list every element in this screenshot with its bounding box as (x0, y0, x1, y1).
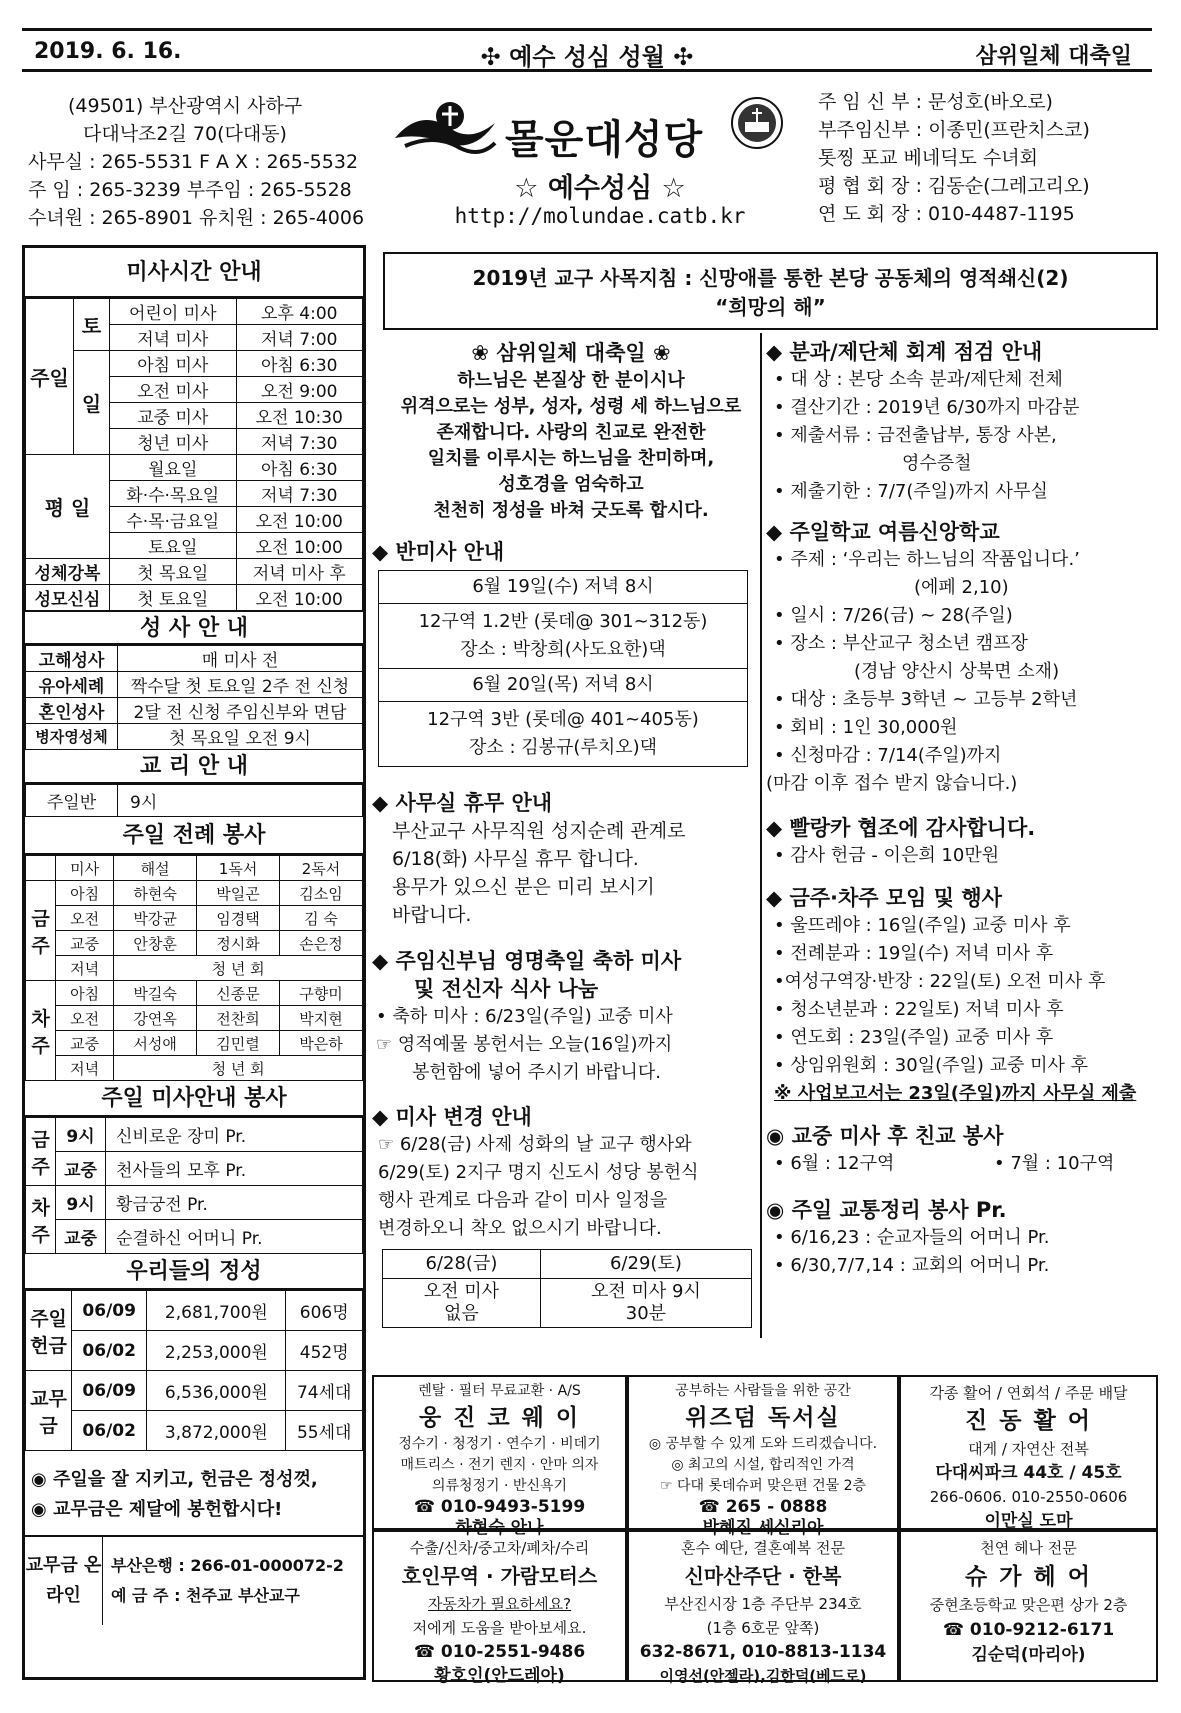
phone-line: 수녀원 : 265-8901 유치원 : 265-4006 (28, 207, 365, 229)
offering-note: ◉ 주일을 잘 지키고, 헌금은 정성껏, (31, 1469, 318, 1490)
guide-group: 신비로운 장미 Pr. (106, 1118, 363, 1152)
ad-line: 266-0606. 010-2550-0606 (929, 1488, 1128, 1506)
liturgy-cell: 강연옥 (114, 1006, 197, 1031)
liturgy-corner (26, 856, 56, 881)
feastday-body (372, 1003, 770, 1087)
school-line: • 주제 : ‘우리는 하느님의 작품입니다.’ (774, 549, 1080, 570)
change-line: ☞ 6/28(금) 사제 성화의 날 교구 행사와 (378, 1134, 692, 1155)
liturgy-cell: 손은정 (280, 931, 363, 956)
sacrament-name: 유아세례 (26, 672, 118, 698)
ad-name: 진 동 활 어 (965, 1408, 1092, 1434)
ad-tagline: 공부하는 사람들을 위한 공간 (675, 1383, 851, 1399)
right-column (766, 338, 1158, 1280)
mass-time: 저녁 7:30 (236, 429, 363, 455)
sacrament-table (25, 645, 363, 750)
liturgy-cell: 오전 (56, 906, 114, 931)
school-line: (마감 이후 접수 받지 않습니다.) (766, 773, 1018, 794)
sacrament-info: 첫 목요일 오전 9시 (118, 724, 363, 750)
summer-school-body (766, 546, 1158, 798)
ad-line: ◎ 최고의 시설, 합리적인 가격 (671, 1457, 855, 1473)
mass-time: 저녁 7:30 (236, 481, 363, 507)
parish-emblem-icon (390, 98, 500, 158)
parish-url-link[interactable]: http://molundae.catb.kr (454, 204, 746, 228)
office-line: 바랍니다. (392, 904, 472, 926)
mass-change-table (382, 1249, 752, 1328)
month-theme: ✣ 예수 성심 성월 ✣ (480, 43, 694, 71)
sunday-day-label: 일 (74, 351, 110, 455)
next-week-label: 차주 (26, 981, 56, 1081)
change-line: 행사 관계로 다음과 같이 미사 일정을 (378, 1190, 668, 1211)
account-holder: 예 금 주 : 천주교 부산교구 (111, 1586, 300, 1605)
bank-account: 부산은행 : 266-01-000072-2 (111, 1556, 344, 1575)
ad-line: 632-8671, 010-8813-1134 (639, 1642, 887, 1662)
sunday-label: 주일 (26, 299, 74, 455)
ad-tagline: 천연 헤나 전문 (980, 1539, 1077, 1557)
ad-phone: ☎ 010-9212-6171 (942, 1620, 1115, 1640)
mass-times-table (25, 298, 363, 611)
ad-owner: 하현숙 안나 (455, 1518, 544, 1538)
liturgy-cell: 박일곤 (197, 881, 280, 906)
office-closed-title: ◆ 사무실 휴무 안내 (372, 791, 553, 815)
school-line: • 신청마감 : 7/14(주일)까지 (774, 745, 1002, 766)
guide-mass: 9시 (56, 1118, 106, 1152)
offering-date: 06/02 (72, 1331, 147, 1371)
meetings-body (766, 912, 1158, 1108)
audit-line: • 대 상 : 본당 소속 분과/제단체 전체 (774, 369, 1063, 390)
mass-extra-label: 성체강복 (26, 559, 110, 585)
mass-time: 오전 10:00 (236, 507, 363, 533)
ad-line: 자동차가 필요하세요? (427, 1595, 572, 1613)
liturgy-cell: 김소임 (280, 881, 363, 906)
ad-line: (1층 6호문 앞쪽) (706, 1619, 820, 1637)
parish-due-label: 교무금 (26, 1371, 72, 1451)
ad-line: 의류청정기 · 반신욕기 (431, 1478, 568, 1494)
ad-line: 다대씨파크 44호 / 45호 (935, 1463, 1122, 1483)
school-line: (에페 2,10) (914, 577, 1009, 598)
offering-date: 06/09 (72, 1291, 147, 1331)
traffic-title: ◉ 주일 교통정리 봉사 Pr. (766, 1198, 1007, 1222)
parish-logo-block (400, 88, 800, 238)
ad-line: ☞ 다대 롯데슈퍼 맞은편 건물 2층 (660, 1478, 866, 1494)
mass-times-title: 미사시간 안내 (25, 248, 363, 298)
mass-change-title: ◆ 미사 변경 안내 (372, 1105, 532, 1129)
banmisa-area: 12구역 3반 (롯데@ 401~405동) (427, 709, 699, 730)
church-seal-icon (730, 96, 785, 151)
ad-name: 슈 가 헤 어 (965, 1564, 1092, 1590)
banmisa-place: 장소 : 박창희(사도요한)댁 (460, 639, 666, 660)
ad-owner: 황호인(안드레아) (434, 1666, 565, 1686)
ad-owner: 이영선(안젤라),김한덕(베드로) (659, 1667, 867, 1685)
mass-name: 교중 미사 (110, 403, 237, 429)
mass-change-body (372, 1131, 770, 1243)
liturgy-cell: 박길숙 (114, 981, 197, 1006)
bank-info (103, 1551, 344, 1611)
youth-group-cell: 청 년 회 (114, 1056, 363, 1081)
banmisa-box (378, 570, 748, 767)
sacrament-name: 고해성사 (26, 646, 118, 672)
guide-mass: 9시 (56, 1186, 106, 1220)
guide-mass: 교중 (56, 1152, 106, 1186)
ad-fish (899, 1375, 1158, 1530)
sacrament-title: 성 사 안 내 (25, 611, 363, 645)
guide-group: 순결하신 어머니 Pr. (106, 1220, 363, 1254)
offering-amount: 2,253,000원 (147, 1331, 286, 1371)
liturgy-cell: 저녁 (56, 956, 114, 981)
liturgy-cell: 저녁 (56, 1056, 114, 1081)
trinity-line: 천천히 정성을 바쳐 긋도록 합시다. (433, 500, 709, 521)
mass-time: 오전 10:00 (236, 533, 363, 559)
thanks-line: • 감사 헌금 - 이은희 10만원 (774, 845, 1000, 866)
doctrine-table (25, 784, 363, 817)
phone-line: 주 임 : 265-3239 부주임 : 265-5528 (28, 179, 352, 201)
audit-line: 영수증철 (902, 453, 972, 474)
trinity-line: 일치를 이루시는 하느님을 찬미하며, (427, 448, 715, 469)
pastoral-banner (383, 252, 1158, 330)
office-line: 6/18(화) 사무실 휴무 합니다. (392, 848, 639, 870)
doctrine-time: 9시 (118, 785, 363, 817)
staff-line: 주 임 신 부 : 문성호(바오로) (818, 91, 1053, 113)
offering-amount: 3,872,000원 (147, 1411, 286, 1451)
offering-count: 452명 (286, 1331, 363, 1371)
guide-group: 황금궁전 Pr. (106, 1186, 363, 1220)
liturgy-cell: 교중 (56, 1031, 114, 1056)
liturgy-head: 1독서 (197, 856, 280, 881)
feastday-line: ☞ 영적예물 봉헌서는 오늘(16일)까지 (376, 1034, 673, 1055)
ad-tagline: 각종 활어 / 연회석 / 주문 배달 (929, 1384, 1128, 1402)
fellowship-line: • 6월 : 12구역 (774, 1153, 895, 1174)
mass-time: 오전 10:30 (236, 403, 363, 429)
this-week-label: 금주 (26, 881, 56, 981)
phone-line: 사무실 : 265-5531 F A X : 265-5532 (28, 151, 359, 173)
meeting-line: • 연도회 : 23일(주일) 교중 미사 후 (774, 1027, 1054, 1048)
this-week-label: 금주 (26, 1118, 56, 1186)
mass-name: 청년 미사 (110, 429, 237, 455)
mass-name: 오전 미사 (110, 377, 237, 403)
liturgy-cell: 임경택 (197, 906, 280, 931)
liturgy-title: 주일 전례 봉사 (25, 817, 363, 855)
trinity-line: 하느님은 본질상 한 분이시나 (457, 370, 685, 391)
banmisa-date: 6월 20일(목) 저녁 8시 (379, 669, 747, 702)
audit-line: • 제출기한 : 7/7(주일)까지 사무실 (774, 481, 1048, 502)
fellowship-title: ◉ 교중 미사 후 친교 봉사 (766, 1124, 1004, 1148)
middle-column (372, 340, 770, 1328)
youth-group-cell: 청 년 회 (114, 956, 363, 981)
online-offering (25, 1537, 363, 1625)
banmisa-area: 12구역 1.2반 (롯데@ 301~312동) (418, 611, 708, 632)
ad-owner: 김순덕(마리아) (971, 1645, 1086, 1665)
banmisa-group (379, 702, 747, 766)
staff-line: 톳찡 포교 베네딕도 수녀회 (818, 147, 1039, 169)
address-line: 다대낙조2길 70(다대동) (83, 123, 287, 145)
left-column (22, 245, 366, 1680)
liturgy-cell: 안창훈 (114, 931, 197, 956)
staff-line: 연 도 회 장 : 010-4487-1195 (818, 203, 1075, 225)
mass-name: 어린이 미사 (110, 299, 237, 325)
offering-table (25, 1290, 363, 1451)
ad-name: 웅 진 코 웨 이 (418, 1405, 581, 1431)
mass-extra-label: 성모신심 (26, 585, 110, 611)
liturgy-table (25, 855, 363, 1081)
doctrine-title: 교 리 안 내 (25, 750, 363, 784)
fellowship-line: • 7월 : 10구역 (994, 1153, 1115, 1174)
sacrament-info: 매 미사 전 (118, 646, 363, 672)
liturgy-cell: 박지현 (280, 1006, 363, 1031)
mass-time: 저녁 미사 후 (236, 559, 363, 585)
offering-note: ◉ 교무금은 제달에 봉헌합시다! (31, 1499, 283, 1520)
audit-line: • 결산기간 : 2019년 6/30까지 마감분 (774, 397, 1080, 418)
top-bar (22, 28, 1152, 72)
office-line: 용무가 있으신 분은 미리 보시기 (392, 876, 655, 898)
trinity-line: 위격으로는 성부, 성자, 성령 세 하느님으로 (400, 396, 742, 417)
staff-line: 부주임신부 : 이종민(프란치스코) (818, 119, 1090, 141)
sunday-offering-label: 주일헌금 (26, 1291, 72, 1371)
office-line: 부산교구 사무직원 성지순례 관계로 (392, 820, 686, 842)
school-line: • 대상 : 초등부 3학년 ~ 고등부 2학년 (774, 689, 1078, 710)
offering-count: 606명 (286, 1291, 363, 1331)
liturgy-cell: 아침 (56, 881, 114, 906)
ad-phone: ☎ 010-2551-9486 (413, 1642, 586, 1662)
mass-name: 토요일 (110, 533, 237, 559)
liturgy-cell: 박강균 (114, 906, 197, 931)
feastday-line: • 축하 미사 : 6/23일(주일) 교중 미사 (376, 1006, 673, 1027)
school-line: • 장소 : 부산교구 청소년 캠프장 (774, 633, 1028, 654)
next-week-label: 차주 (26, 1186, 56, 1254)
liturgy-head: 미사 (56, 856, 114, 881)
mass-name: 첫 토요일 (110, 585, 237, 611)
offering-amount: 6,536,000원 (147, 1371, 286, 1411)
ad-name: 호인무역 · 가람모터스 (401, 1564, 598, 1588)
liturgy-cell: 김 숙 (280, 906, 363, 931)
offering-count: 55세대 (286, 1411, 363, 1451)
liturgy-cell: 교중 (56, 931, 114, 956)
liturgy-cell: 김민렬 (197, 1031, 280, 1056)
banner-motto: “희망의 해” (715, 295, 826, 319)
traffic-body (766, 1224, 1158, 1280)
doctrine-label: 주일반 (26, 785, 118, 817)
ad-coway (372, 1375, 627, 1538)
mass-name: 수·목·금요일 (110, 507, 237, 533)
banner-line: 2019년 교구 사목지침 : 신망애를 통한 본당 공동체의 영적쇄신(2) (472, 266, 1069, 290)
mass-name: 아침 미사 (110, 351, 237, 377)
liturgy-cell: 전찬희 (197, 1006, 280, 1031)
mass-time: 오전 9:00 (236, 377, 363, 403)
ad-owner: 이만실 도마 (984, 1511, 1073, 1531)
liturgy-cell: 박은하 (280, 1031, 363, 1056)
offering-amount: 2,681,700원 (147, 1291, 286, 1331)
feastday-subtitle: 및 전신자 식사 나눔 (414, 977, 599, 1001)
ad-hair (899, 1530, 1158, 1682)
banmisa-group (379, 604, 747, 669)
trinity-title: ❀ 삼위일체 대축일 ❀ (471, 341, 671, 365)
ad-line: 매트리스 · 전기 렌지 · 안마 의자 (400, 1457, 599, 1473)
ad-tagline: 혼수 예단, 결혼예복 전문 (681, 1539, 845, 1557)
mass-name: 저녁 미사 (110, 325, 237, 351)
meeting-line: • 상임위원회 : 30일(주일) 교중 미사 후 (774, 1055, 1089, 1076)
staff-block (818, 88, 1158, 228)
mass-time: 아침 6:30 (236, 351, 363, 377)
school-line: (경남 양산시 상북면 소재) (854, 661, 1060, 682)
banmisa-title: ◆ 반미사 안내 (372, 540, 505, 564)
ad-phone: ☎ 265 - 0888 (698, 1497, 828, 1517)
banmisa-place: 장소 : 김봉규(루치오)댁 (468, 737, 658, 758)
change-line: 6/29(토) 2지구 명지 신도시 성당 봉헌식 (378, 1162, 699, 1183)
sacrament-name: 혼인성사 (26, 698, 118, 724)
feastday-title: ◆ 주임신부님 영명축일 축하 미사 (372, 949, 682, 973)
fellowship-body (766, 1150, 1158, 1178)
sacrament-info: 2달 전 신청 주임신부와 면담 (118, 698, 363, 724)
ad-motors (372, 1530, 627, 1686)
ad-wisdom (627, 1375, 899, 1538)
meeting-note: ※ 사업보고서는 23일(주일)까지 사무실 제출 (774, 1083, 1137, 1104)
traffic-line: • 6/16,23 : 순교자들의 어머니 Pr. (774, 1227, 1050, 1248)
ad-name: 신마산주단 · 한복 (684, 1564, 842, 1588)
parish-name: 몰운대성당 (505, 117, 704, 163)
liturgy-cell: 오전 (56, 1006, 114, 1031)
address-line: (49501) 부산광역시 사하구 (68, 95, 303, 117)
ad-line: 저에게 도움을 받아보세요. (412, 1619, 587, 1637)
mass-name: 첫 목요일 (110, 559, 237, 585)
ad-tagline: 수출/신차/중고차/폐차/수리 (409, 1539, 590, 1557)
issue-date: 2019. 6. 16. (34, 39, 182, 64)
mass-time: 오후 4:00 (236, 299, 363, 325)
saturday-label: 토 (74, 299, 110, 351)
liturgy-head: 해설 (114, 856, 197, 881)
meetings-title: ◆ 금주·차주 모임 및 행사 (766, 886, 1002, 910)
mass-name: 화·수·목요일 (110, 481, 237, 507)
trinity-line: 존재합니다. 사랑의 친교로 완전한 (436, 422, 706, 443)
ad-line: ◎ 공부할 수 있게 도와 드리겠습니다. (648, 1436, 878, 1452)
ad-line: 중현초등학교 맞은편 상가 2층 (929, 1596, 1128, 1614)
ad-line: 정수기 · 청정기 · 연수기 · 비데기 (398, 1436, 601, 1452)
trinity-line: 성호경을 엄숙하고 (498, 474, 644, 495)
change-date: 6/28(금) (383, 1250, 541, 1279)
guide-mass: 교중 (56, 1220, 106, 1254)
summer-school-title: ◆ 주일학교 여름신앙학교 (766, 520, 1000, 544)
change-date: 6/29(토) (540, 1250, 751, 1279)
meeting-line: • 울뜨레야 : 16일(주일) 교중 미사 후 (774, 915, 1071, 936)
liturgy-cell: 신종문 (197, 981, 280, 1006)
trinity-section (372, 340, 770, 524)
change-detail: 오전 미사 9시 30분 (540, 1279, 751, 1328)
change-detail: 오전 미사 없음 (383, 1279, 541, 1328)
weekday-label: 평 일 (26, 455, 110, 559)
feast-label: 삼위일체 대축일 (975, 44, 1132, 69)
ad-phone: ☎ 010-9493-5199 (413, 1497, 586, 1517)
offering-title: 우리들의 정성 (25, 1254, 363, 1290)
offering-date: 06/09 (72, 1371, 147, 1411)
audit-body (766, 366, 1158, 506)
audit-line: • 제출서류 : 금전출납부, 통장 사본, (774, 425, 1057, 446)
sacrament-info: 짝수달 첫 토요일 2주 전 신청 (118, 672, 363, 698)
offering-date: 06/02 (72, 1411, 147, 1451)
ad-tagline: 렌탈 · 필터 무료교환 · A/S (418, 1383, 581, 1399)
thanks-title: ◆ 빨랑카 협조에 감사합니다. (766, 816, 1036, 840)
parish-motto: ☆ 예수성심 ☆ (514, 173, 686, 204)
sacrament-name: 병자영성체 (26, 724, 118, 750)
mass-time: 저녁 7:00 (236, 325, 363, 351)
mass-name: 월요일 (110, 455, 237, 481)
liturgy-cell: 정시화 (197, 931, 280, 956)
guide-title: 주일 미사안내 봉사 (25, 1081, 363, 1117)
ad-hanbok (627, 1530, 899, 1685)
school-line: • 일시 : 7/26(금) ~ 28(주일) (774, 605, 1013, 626)
liturgy-cell: 하현숙 (114, 881, 197, 906)
staff-line: 평 협 회 장 : 김동순(그레고리오) (818, 175, 1090, 197)
meeting-line: • 청소년분과 : 22일토) 저녁 미사 후 (774, 999, 1064, 1020)
audit-title: ◆ 분과/제단체 회계 점검 안내 (766, 340, 1043, 364)
liturgy-cell: 서성애 (114, 1031, 197, 1056)
change-line: 변경하오니 착오 없으시기 바랍니다. (378, 1218, 662, 1239)
school-line: • 회비 : 1인 30,000원 (774, 717, 958, 738)
online-label: 교무금 온라인 (25, 1537, 103, 1625)
feastday-line: 봉헌함에 넣어 주시기 바랍니다. (412, 1062, 661, 1083)
ad-line: 부산진시장 1층 주단부 234호 (664, 1595, 862, 1613)
office-closed-body (372, 817, 770, 929)
column-divider (760, 333, 762, 1338)
mass-time: 오전 10:00 (236, 585, 363, 611)
ad-owner: 박혜진 세실리아 (702, 1518, 824, 1538)
banmisa-date: 6월 19일(수) 저녁 8시 (379, 571, 747, 604)
traffic-line: • 6/30,7/7,14 : 교회의 어머니 Pr. (774, 1255, 1050, 1276)
mass-time: 아침 6:30 (236, 455, 363, 481)
liturgy-cell: 아침 (56, 981, 114, 1006)
liturgy-cell: 구향미 (280, 981, 363, 1006)
ad-line: 대게 / 자연산 전복 (968, 1440, 1089, 1458)
ad-name: 위즈덤 독서실 (685, 1405, 841, 1431)
guide-group: 천사들의 모후 Pr. (106, 1152, 363, 1186)
offering-notes (25, 1451, 363, 1537)
offering-count: 74세대 (286, 1371, 363, 1411)
liturgy-head: 2독서 (280, 856, 363, 881)
address-block (28, 92, 388, 232)
meeting-line: • 전례분과 : 19일(수) 저녁 미사 후 (774, 943, 1054, 964)
meeting-line: •여성구역장·반장 : 22일(토) 오전 미사 후 (774, 971, 1106, 992)
guide-table (25, 1117, 363, 1254)
